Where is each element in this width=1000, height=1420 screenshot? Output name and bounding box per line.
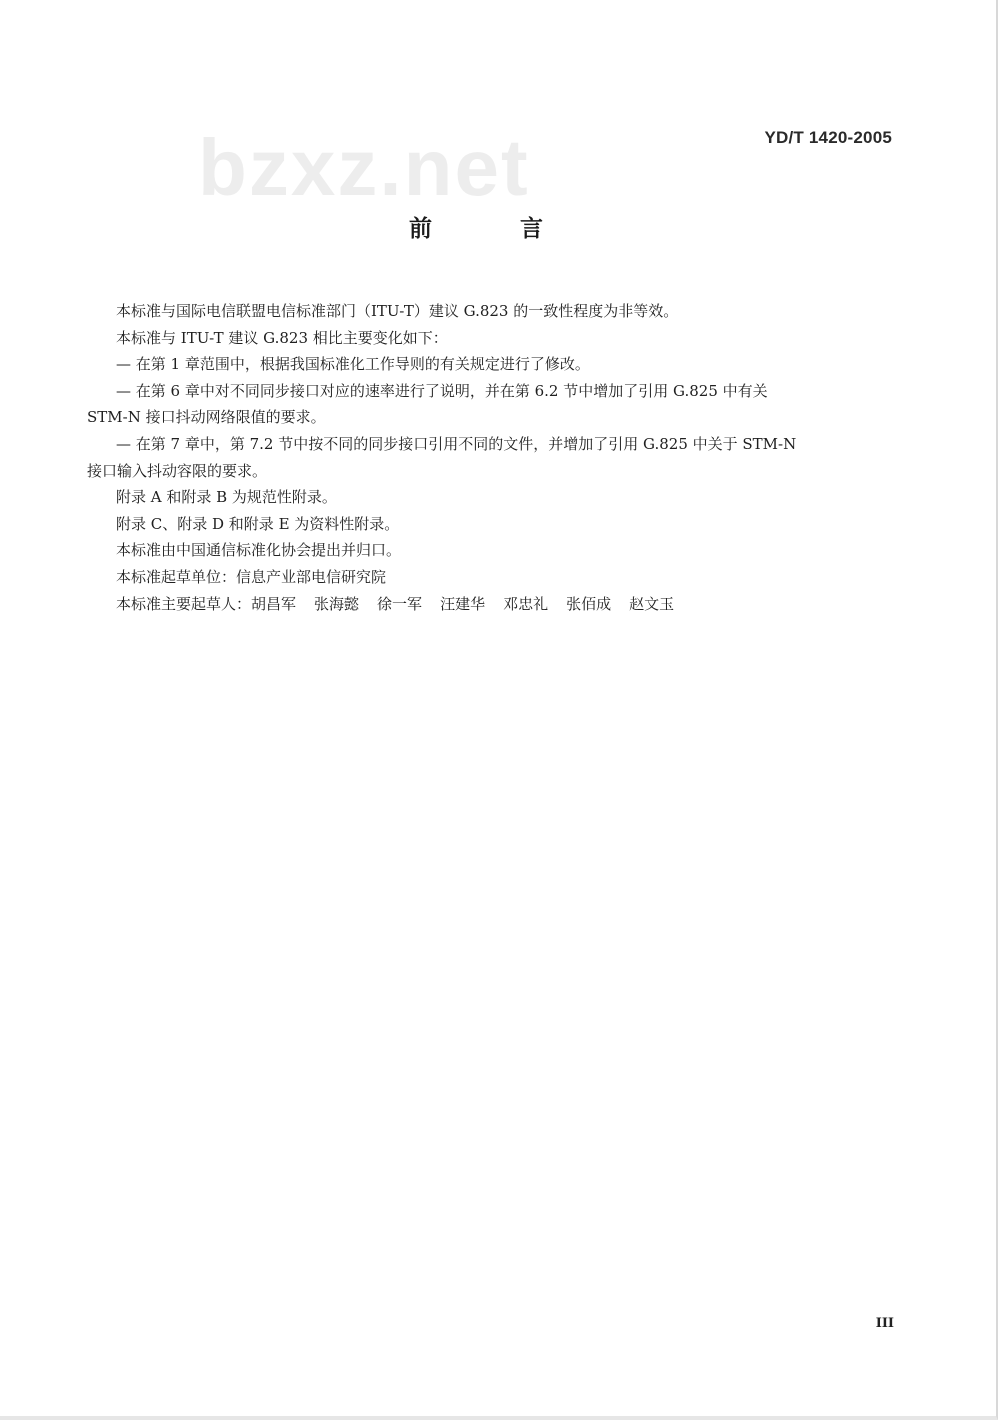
page-title: 前言 — [409, 216, 631, 242]
drafter-name: 邓忠礼 — [503, 594, 549, 613]
paragraph-informative-annexes: 附录 C、附录 D 和附录 E 为资料性附录。 — [116, 514, 400, 533]
drafter-name: 汪建华 — [440, 594, 486, 613]
drafter-name: 张佰成 — [566, 594, 612, 613]
change-item-2: — 在第 6 章中对不同同步接口对应的速率进行了说明，并在第 6.2 节中增加了引用 G.825 中有关 — [116, 381, 768, 400]
change-item-1: — 在第 1 章范围中，根据我国标准化工作导则的有关规定进行了修改。 — [116, 355, 590, 374]
change-item-2-continuation: STM-N 接口抖动网络限值的要求。 — [87, 408, 326, 427]
drafter-name: 徐一军 — [377, 594, 423, 613]
page-number: III — [875, 1316, 894, 1331]
paragraph-proposer: 本标准由中国通信标准化协会提出并归口。 — [116, 541, 402, 560]
drafter-name: 胡昌军 — [251, 594, 297, 613]
paragraph-drafting-unit: 本标准起草单位：信息产业部电信研究院 — [116, 567, 387, 586]
change-item-3-continuation: 接口输入抖动容限的要求。 — [87, 461, 268, 480]
drafter-name: 赵文玉 — [629, 594, 675, 613]
paragraph-normative-annexes: 附录 A 和附录 B 为规范性附录。 — [116, 488, 337, 507]
paragraph-drafters — [116, 591, 898, 618]
change-item-3: — 在第 7 章中，第 7.2 节中按不同的同步接口引用不同的文件，并增加了引用 G.825 中关于 STM-N — [116, 434, 797, 453]
drafter-name: 张海懿 — [314, 594, 360, 613]
watermark: bzxz.net — [198, 123, 530, 212]
paragraph-equivalence: 本标准与国际电信联盟电信标准部门（ITU-T）建议 G.823 的一致性程度为非等效。 — [116, 302, 679, 320]
foreword-body — [87, 298, 898, 617]
paragraph-changes-intro: 本标准与 ITU-T 建议 G.823 相比主要变化如下： — [116, 328, 448, 347]
drafters-label: 本标准主要起草人： — [116, 594, 252, 613]
standard-code: YD/T 1420-2005 — [764, 128, 892, 147]
